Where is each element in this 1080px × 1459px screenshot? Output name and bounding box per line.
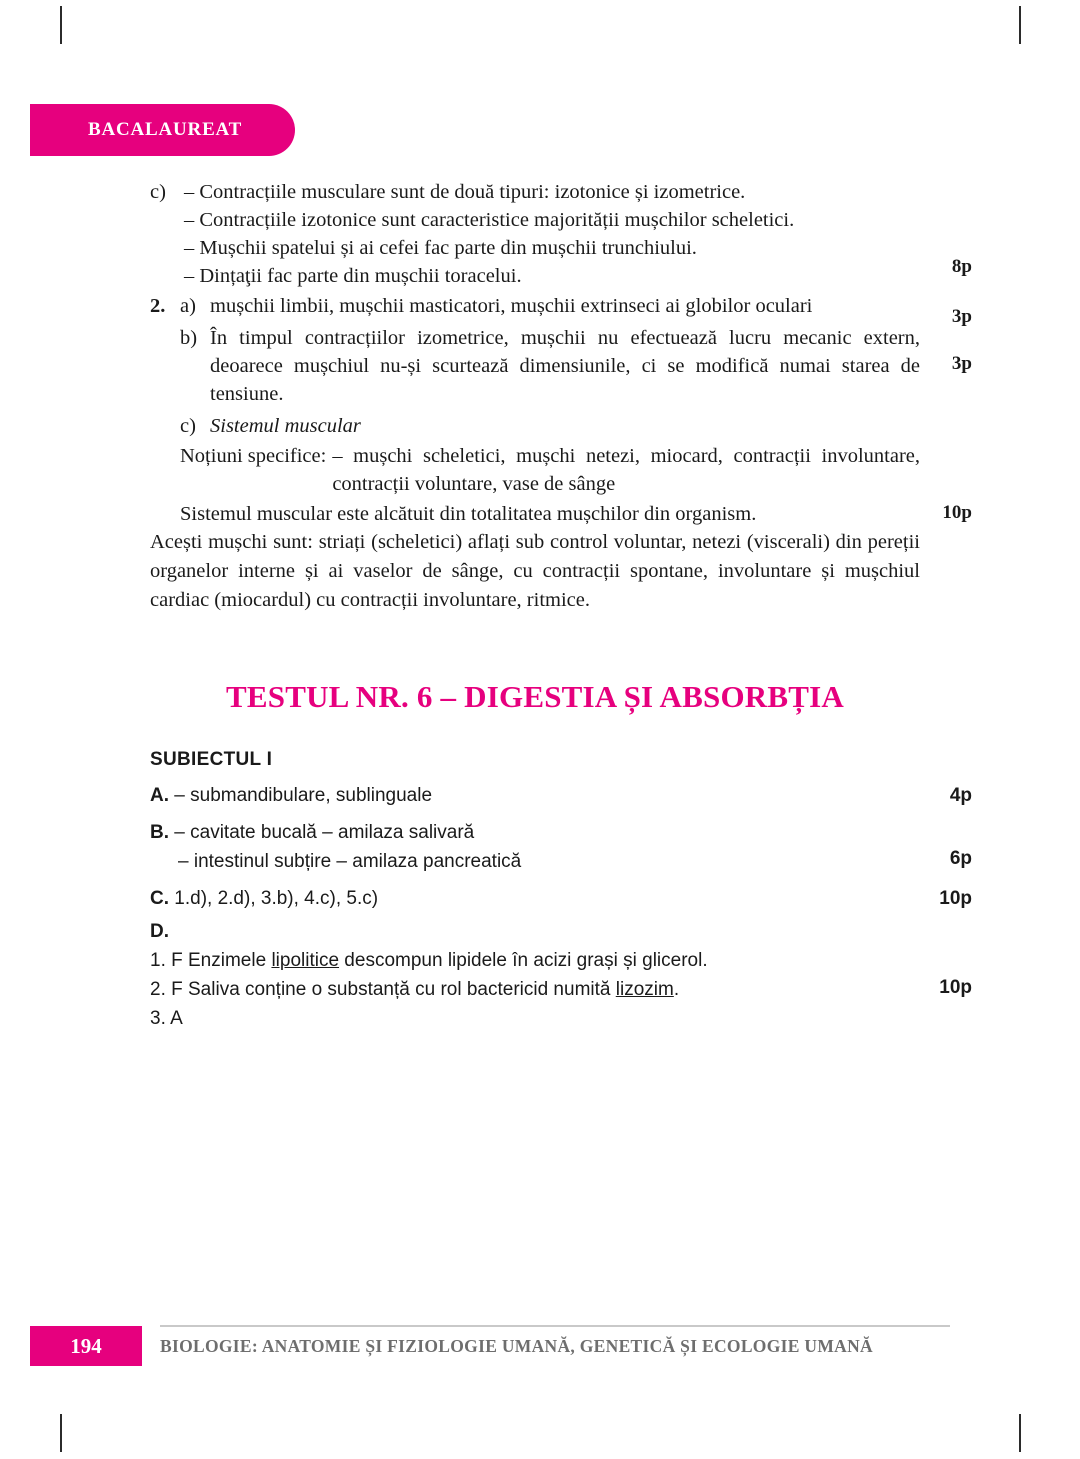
answer-D-line-1 [150, 946, 920, 975]
answer-row-A [150, 781, 972, 810]
answer-A-label: A. [150, 785, 169, 806]
header-tab [30, 104, 295, 156]
header-tab-label: BACALAUREAT [88, 119, 243, 140]
paragraph-rest: Acești mușchi sunt: striați (scheletici) aflați sub control voluntar, netezi (viscerali) din pereții organelor interne și ai vaselor de sânge, cu contracții spontane, involuntare și mușchiul cardiac (miocardul) cu contracții involuntare, ritmice. [150, 531, 920, 611]
answer-c-line-3: – Mușchii spatelui și ai cefei fac parte din mușchii trunchiului. [184, 237, 697, 259]
sistem-muscular-paragraph [150, 500, 972, 615]
answer-A-text: – submandibulare, sublinguale [174, 785, 433, 806]
answer-D-line-1-underline: lipolitice [271, 950, 340, 971]
crop-mark-bottom-left [60, 1414, 62, 1452]
answer-B-label: B. [150, 822, 169, 843]
answer-D-line-3: 3. A [150, 1008, 183, 1029]
answer-B-line-1: – cavitate bucală – amilaza salivară [174, 822, 475, 843]
answer-block-2c [150, 412, 920, 440]
points-2c: 10p [942, 502, 972, 523]
points-B: 6p [949, 848, 972, 869]
points-c: 8p [951, 256, 972, 277]
answer-2c-marker: c) [180, 415, 196, 437]
answer-D-line-2-suffix: . [673, 979, 680, 1000]
answer-2b-text: În timpul contracțiilor izometrice, mușchii nu efectuează lucru mecanic extern, deoarece mușchiul nu-și scurtează dimensiunile, ci se modifică numai starea de tensiune. [210, 327, 920, 405]
answer-D-line-2 [150, 975, 920, 1004]
answer-c-line-4: – Dințaţii fac parte din mușchii toracelui. [184, 265, 522, 287]
answer-block-2 [150, 292, 972, 327]
answer-c-line-2: – Contracțiile izotonice sunt caracteristice majorității mușchilor scheletici. [184, 209, 795, 231]
answer-row-C [150, 884, 972, 913]
answer-2b-row [150, 324, 920, 408]
notiuni-label: Noțiuni specifice: [180, 445, 327, 467]
answer-2-number: 2. [150, 295, 166, 317]
answer-c-line-1: – Contracțiile musculare sunt de două tipuri: izotonice și izometrice. [184, 181, 746, 203]
points-A: 4p [949, 785, 972, 806]
points-C: 10p [939, 888, 972, 909]
answer-D-line-2-underline: lizozim [615, 979, 674, 1000]
page-content [150, 178, 972, 1035]
answer-B-line-2: – intestinul subțire – amilaza pancreatică [178, 851, 522, 872]
answer-B-line-1-wrap [150, 818, 920, 847]
notiuni-block [150, 442, 920, 498]
answer-c-body [184, 178, 920, 290]
answer-block-2b [150, 324, 972, 408]
crop-mark-top-right [1019, 6, 1021, 44]
points-2a: 3p [951, 306, 972, 327]
answer-D-line-2-prefix: 2. F Saliva conține o substanță cu rol bactericid numită [150, 979, 616, 1000]
answer-2b-marker: b) [180, 327, 198, 349]
answer-D-line-1-suffix: descompun lipidele în acizi grași și glicerol. [339, 950, 708, 971]
answer-C-text: 1.d), 2.d), 3.b), 4.c), 5.c) [174, 888, 379, 909]
points-2b: 3p [951, 353, 972, 374]
notiuni-row [180, 442, 920, 498]
footer-title: BIOLOGIE: ANATOMIE ȘI FIZIOLOGIE UMANĂ, GENETICĂ ȘI ECOLOGIE UMANĂ [160, 1335, 873, 1356]
answer-c-row [150, 178, 920, 290]
crop-mark-bottom-right [1019, 1414, 1021, 1452]
answer-2c-row [150, 412, 920, 440]
subiect-label: SUBIECTUL I [150, 749, 273, 770]
answer-2c-title: Sistemul muscular [210, 415, 361, 437]
answer-row-B [150, 818, 972, 876]
notiuni-text: – mușchi scheletici, mușchi netezi, miocard, contracții involuntare, contracții voluntare, vase de sânge [332, 445, 920, 495]
answer-row-D [150, 917, 972, 1033]
crop-mark-top-left [60, 6, 62, 44]
answer-2a-marker: a) [180, 295, 196, 317]
answer-2a-text: mușchii limbii, mușchii masticatori, mușchii extrinseci ai globilor oculari [210, 295, 813, 317]
answer-C-label: C. [150, 888, 169, 909]
answer-D-line-1-prefix: 1. F Enzimele [150, 950, 272, 971]
footer-page-number: 194 [30, 1326, 142, 1366]
answer-D-label: D. [150, 921, 169, 942]
test-title: TESTUL NR. 6 – DIGESTIA ȘI ABSORBȚIA [226, 679, 844, 714]
points-D: 10p [939, 977, 972, 998]
answer-c-marker: c) [150, 181, 166, 203]
answer-2a-row [150, 292, 920, 320]
answer-block-c [150, 178, 972, 290]
paragraph-line-1: Sistemul muscular este alcătuit din totalitatea mușchilor din organism. [180, 503, 757, 525]
